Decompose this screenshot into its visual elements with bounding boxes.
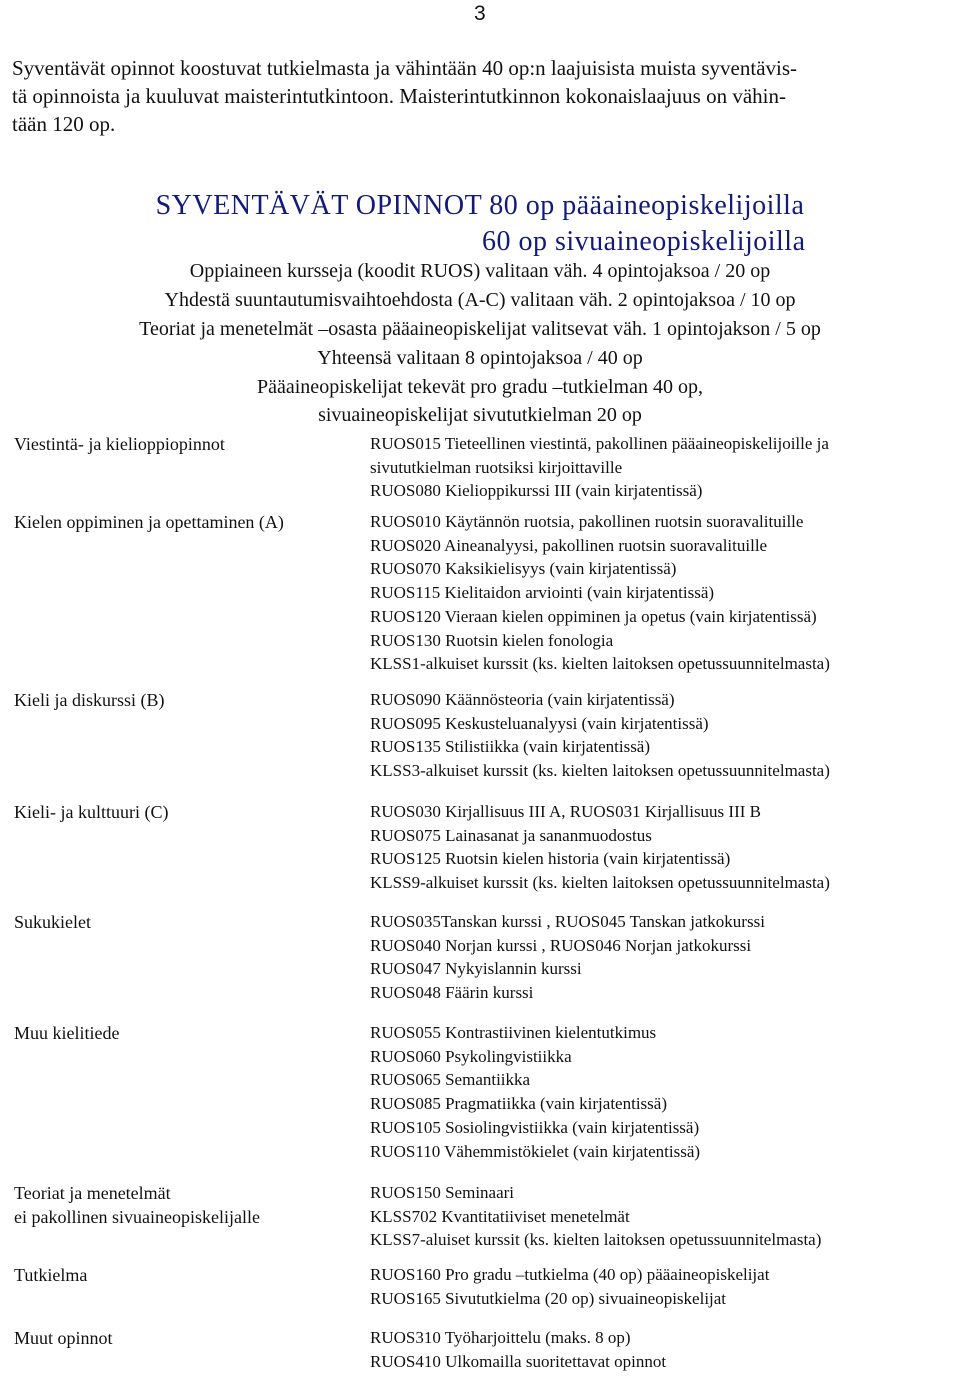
course-item: RUOS055 Kontrastiivinen kielentutkimus <box>370 1023 657 1042</box>
course-list <box>370 1263 769 1310</box>
course-item: KLSS3-alkuiset kurssit (ks. kielten laitoksen opetussuunnitelmasta) <box>370 761 830 781</box>
course-item: RUOS065 Semantiikka <box>370 1070 531 1090</box>
category-label-line: Viestintä- ja kielioppiopinnot <box>14 434 225 454</box>
course-item: RUOS410 Ulkomailla suoritettavat opinnot <box>370 1351 667 1371</box>
course-item: KLSS702 Kvantitatiiviset menetelmät <box>370 1206 630 1226</box>
course-item: RUOS010 Käytännön ruotsia, pakollinen ruotsin suoravalituille <box>370 512 804 531</box>
intro-line: tään 120 op. <box>12 112 116 136</box>
course-item: RUOS095 Keskusteluanalyysi (vain kirjatentissä) <box>370 713 709 733</box>
rule-line: Oppiaineen kursseja (koodit RUOS) valitaan väh. 4 opintojaksoa / 20 op <box>189 260 771 282</box>
course-item: RUOS150 Seminaari <box>370 1183 515 1202</box>
rule-line: Yhdestä suuntautumisvaihtoehdosta (A-C) valitaan väh. 2 opintojaksoa / 10 op <box>164 289 796 311</box>
course-item: RUOS135 Stilistiikka (vain kirjatentissä) <box>370 737 651 757</box>
category-label <box>14 800 168 824</box>
course-item: sivututkielman ruotsiksi kirjoittaville <box>370 457 623 477</box>
course-item: RUOS048 Fäärin kurssi <box>370 983 534 1003</box>
course-item: RUOS035Tanskan kurssi , RUOS045 Tanskan jatkokurssi <box>370 912 765 931</box>
course-list <box>370 910 765 1005</box>
course-item: RUOS047 Nykyislannin kurssi <box>370 959 582 979</box>
category-label-line: Muu kielitiede <box>14 1023 120 1043</box>
rule-thesis: Pääaineopiskelijat tekevät pro gradu –tutkielman 40 op, <box>257 376 703 398</box>
section-title: SYVENTÄVÄT OPINNOT 80 op pääaineopiskelijoilla <box>155 190 805 221</box>
section-title-continued: 60 op sivuaineopiskelijoilla <box>482 226 806 257</box>
course-item: KLSS7-aluiset kurssit (ks. kielten laitoksen opetussuunnitelmasta) <box>370 1230 822 1250</box>
course-list <box>370 688 830 783</box>
course-item: RUOS020 Aineanalyysi, pakollinen ruotsin suoravalituille <box>370 535 768 555</box>
category-label <box>14 1326 113 1350</box>
course-item: RUOS110 Vähemmistökielet (vain kirjatentissä) <box>370 1141 701 1161</box>
course-item: RUOS085 Pragmatiikka (vain kirjatentissä) <box>370 1094 667 1114</box>
rule-thesis: sivuaineopiskelijat sivututkielman 20 op <box>318 404 642 426</box>
course-item: RUOS115 Kielitaidon arviointi (vain kirjatentissä) <box>370 583 715 603</box>
page-number: 3 <box>474 2 486 25</box>
course-item: RUOS080 Kielioppikurssi III (vain kirjatentissä) <box>370 481 703 501</box>
category-label-line: Tutkielma <box>14 1265 88 1285</box>
course-list <box>370 510 830 676</box>
category-label <box>14 1263 87 1287</box>
course-item: RUOS105 Sosiolingvistiikka (vain kirjatentissä) <box>370 1117 700 1137</box>
course-item: KLSS9-alkuiset kurssit (ks. kielten laitoksen opetussuunnitelmasta) <box>370 873 830 893</box>
course-item: RUOS070 Kaksikielisyys (vain kirjatentissä) <box>370 559 677 579</box>
course-list <box>370 1181 821 1252</box>
course-item: RUOS060 Psykolingvistiikka <box>370 1046 572 1066</box>
category-label <box>14 910 91 934</box>
course-item: RUOS160 Pro gradu –tutkielma (40 op) pääaineopiskelijat <box>370 1265 770 1284</box>
category-label-line: Sukukielet <box>14 912 91 932</box>
course-list <box>370 432 829 503</box>
course-item: RUOS125 Ruotsin kielen historia (vain kirjatentissä) <box>370 849 731 869</box>
course-item: KLSS1-alkuiset kurssit (ks. kielten laitoksen opetussuunnitelmasta) <box>370 654 830 674</box>
course-list <box>370 1021 700 1163</box>
intro-line: Syventävät opinnot koostuvat tutkielmasta ja vähintään 40 op:n laajuisista muista syventävis- <box>12 56 798 80</box>
course-item: RUOS310 Työharjoittelu (maks. 8 op) <box>370 1328 631 1347</box>
category-label-line: Kieli- ja kulttuuri (C) <box>14 802 169 822</box>
course-item: RUOS040 Norjan kurssi , RUOS046 Norjan jatkokurssi <box>370 935 752 955</box>
category-label-line: Teoriat ja menetelmät <box>14 1183 171 1203</box>
course-list <box>370 1326 666 1373</box>
category-label-note: ei pakollinen sivuaineopiskelijalle <box>14 1207 260 1227</box>
intro-line: tä opinnoista ja kuuluvat maisterintutkintoon. Maisterintutkinnon kokonaislaajuus on vähin- <box>12 84 786 108</box>
course-list <box>370 800 830 895</box>
category-label <box>14 510 284 534</box>
course-item: RUOS130 Ruotsin kielen fonologia <box>370 630 614 650</box>
course-item: RUOS015 Tieteellinen viestintä, pakollinen pääaineopiskelijoille ja <box>370 434 829 453</box>
category-label <box>14 1021 119 1045</box>
category-label <box>14 432 225 456</box>
rule-line: Teoriat ja menetelmät –osasta pääaineopiskelijat valitsevat väh. 1 opintojakson / 5 op <box>139 318 821 340</box>
category-label-line: Kieli ja diskurssi (B) <box>14 690 165 710</box>
course-item: RUOS075 Lainasanat ja sananmuodostus <box>370 825 652 845</box>
category-label-line: Muut opinnot <box>14 1328 113 1348</box>
course-item: RUOS030 Kirjallisuus III A, RUOS031 Kirjallisuus III B <box>370 802 761 821</box>
course-item: RUOS165 Sivututkielma (20 op) sivuaineopiskelijat <box>370 1288 727 1308</box>
course-item: RUOS090 Käännösteoria (vain kirjatentissä) <box>370 690 675 709</box>
rule-total: Yhteensä valitaan 8 opintojaksoa / 40 op <box>317 347 643 369</box>
intro-paragraph <box>12 54 952 138</box>
course-item: RUOS120 Vieraan kielen oppiminen ja opetus (vain kirjatentissä) <box>370 606 817 626</box>
category-label-line: Kielen oppiminen ja opettaminen (A) <box>14 512 284 532</box>
category-label <box>14 1181 260 1229</box>
category-label <box>14 688 165 712</box>
